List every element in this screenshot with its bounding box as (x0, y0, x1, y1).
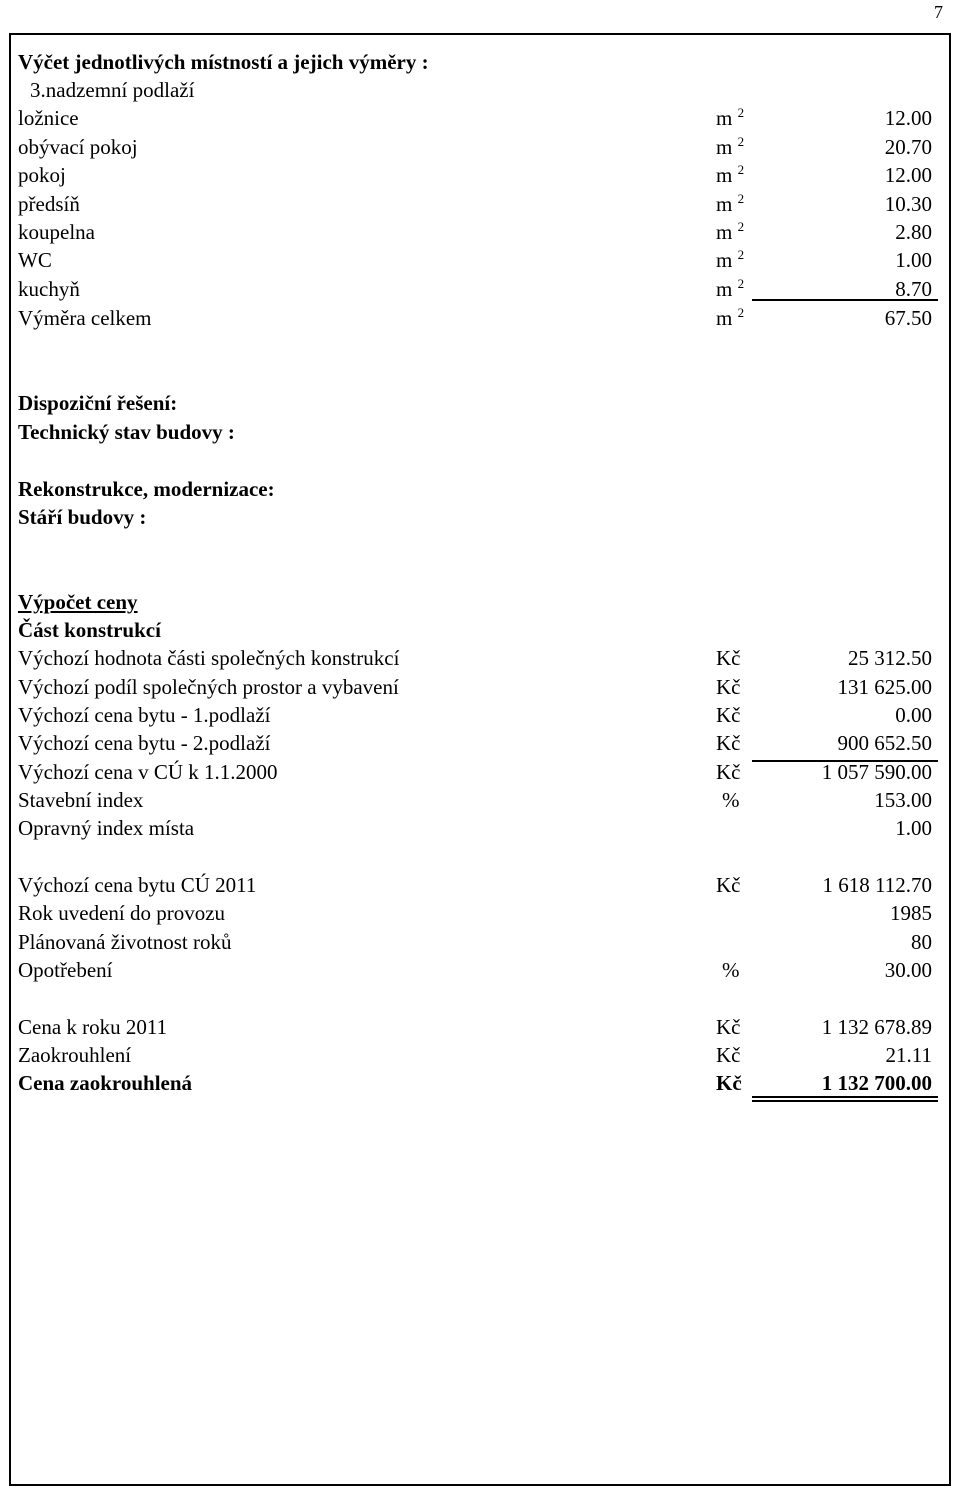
room-label: koupelna (18, 220, 95, 244)
room-area-value: 1.00 (895, 248, 932, 272)
calc-row-unit: Kč (716, 760, 741, 784)
calc-row-label: Stavební index (18, 788, 144, 812)
calc-row-unit: Kč (716, 703, 741, 727)
final-rule-2 (752, 1100, 938, 1102)
unit-base: m (716, 277, 733, 301)
calc-row-unit: % (722, 958, 740, 982)
calc-row-label: Cena k roku 2011 (18, 1015, 168, 1039)
calc-row-value: 0.00 (895, 703, 932, 727)
calc-row-value: 1 057 590.00 (821, 760, 932, 784)
unit-exponent: 2 (737, 134, 745, 149)
calc-row-unit: Kč (716, 1043, 741, 1067)
unit-exponent: 2 (737, 305, 745, 320)
unit-exponent: 2 (737, 219, 745, 234)
room-area-value: 12.00 (884, 106, 932, 130)
room-label: kuchyň (18, 277, 80, 301)
calc-row-value: 1 132 700.00 (821, 1071, 932, 1095)
calc-row-label: Cena zaokrouhlená (18, 1071, 193, 1095)
room-label: ložnice (18, 106, 79, 130)
room-area-value: 12.00 (884, 163, 932, 187)
unit-base: m (716, 135, 733, 159)
calc-row-value: 1 618 112.70 (822, 873, 932, 897)
unit-exponent: 2 (737, 105, 745, 120)
calc-subtitle: Část konstrukcí (18, 618, 161, 642)
area-unit (716, 248, 744, 272)
unit-base: m (716, 220, 733, 244)
total-area-label: Výměra celkem (18, 306, 152, 330)
area-unit (716, 163, 744, 187)
rekonstrukce-label: Rekonstrukce, modernizace: (18, 477, 275, 501)
calc-row-value: 25 312.50 (848, 646, 932, 670)
room-area-value: 10.30 (884, 192, 932, 216)
total-area-value: 67.50 (884, 306, 932, 330)
calc-row-label: Zaokrouhlení (18, 1043, 132, 1067)
unit-base: m (716, 163, 733, 187)
calc-row-label: Opravný index místa (18, 816, 195, 840)
calc-row-value: 900 652.50 (837, 731, 932, 755)
subtotal-rule (752, 299, 938, 301)
area-unit (716, 220, 744, 244)
unit-exponent: 2 (737, 276, 745, 291)
stari-label: Stáří budovy : (18, 505, 147, 529)
calc-row-label: Výchozí cena bytu CÚ 2011 (18, 873, 257, 897)
area-unit (716, 192, 744, 216)
calc-row-label: Výchozí cena bytu - 2.podlaží (18, 731, 271, 755)
calc-row-unit: Kč (716, 646, 741, 670)
calc-row-label: Výchozí cena v CÚ k 1.1.2000 (18, 760, 278, 784)
calc-row-value: 153.00 (874, 788, 932, 812)
calc-row-label: Výchozí podíl společných prostor a vybavení (18, 675, 399, 699)
calc-row-unit: % (722, 788, 740, 812)
calc-row-unit: Kč (716, 675, 741, 699)
area-unit (716, 106, 744, 130)
unit-base: m (716, 192, 733, 216)
unit-exponent: 2 (737, 191, 745, 206)
final-rule-1 (752, 1096, 938, 1098)
calc-row-value: 30.00 (884, 958, 932, 982)
calc-row-value: 21.11 (885, 1043, 932, 1067)
sum-rule (752, 760, 938, 762)
calc-row-label: Opotřebení (18, 958, 113, 982)
page-number: 7 (934, 2, 943, 22)
unit-base: m (716, 306, 733, 330)
unit-base: m (716, 106, 733, 130)
calc-title: Výpočet ceny (18, 590, 138, 614)
technicky-stav-label: Technický stav budovy : (18, 420, 235, 444)
calc-row-label: Plánovaná životnost roků (18, 930, 232, 954)
floor-label: 3.nadzemní podlaží (30, 78, 195, 102)
unit-base: m (716, 248, 733, 272)
room-label: předsíň (18, 192, 80, 216)
calc-row-unit: Kč (716, 1071, 742, 1095)
room-label: obývací pokoj (18, 135, 138, 159)
calc-row-unit: Kč (716, 873, 741, 897)
room-area-value: 20.70 (884, 135, 932, 159)
area-unit (716, 306, 744, 330)
calc-row-value: 1.00 (895, 816, 932, 840)
calc-row-value: 1985 (890, 901, 932, 925)
unit-exponent: 2 (737, 162, 745, 177)
room-label: pokoj (18, 163, 66, 187)
room-area-value: 8.70 (895, 277, 932, 301)
unit-exponent: 2 (737, 247, 745, 262)
area-unit (716, 135, 744, 159)
calc-row-label: Výchozí hodnota části společných konstrukcí (18, 646, 400, 670)
calc-row-value: 80 (911, 930, 932, 954)
calc-row-label: Rok uvedení do provozu (18, 901, 226, 925)
dispozice-label: Dispoziční řešení: (18, 391, 178, 415)
calc-row-value: 1 132 678.89 (821, 1015, 932, 1039)
room-label: WC (18, 248, 52, 272)
calc-row-unit: Kč (716, 1015, 741, 1039)
calc-row-label: Výchozí cena bytu - 1.podlaží (18, 703, 271, 727)
area-unit (716, 277, 744, 301)
rooms-section-title: Výčet jednotlivých místností a jejich výměry : (18, 50, 429, 74)
calc-row-value: 131 625.00 (837, 675, 932, 699)
calc-row-unit: Kč (716, 731, 741, 755)
room-area-value: 2.80 (895, 220, 932, 244)
